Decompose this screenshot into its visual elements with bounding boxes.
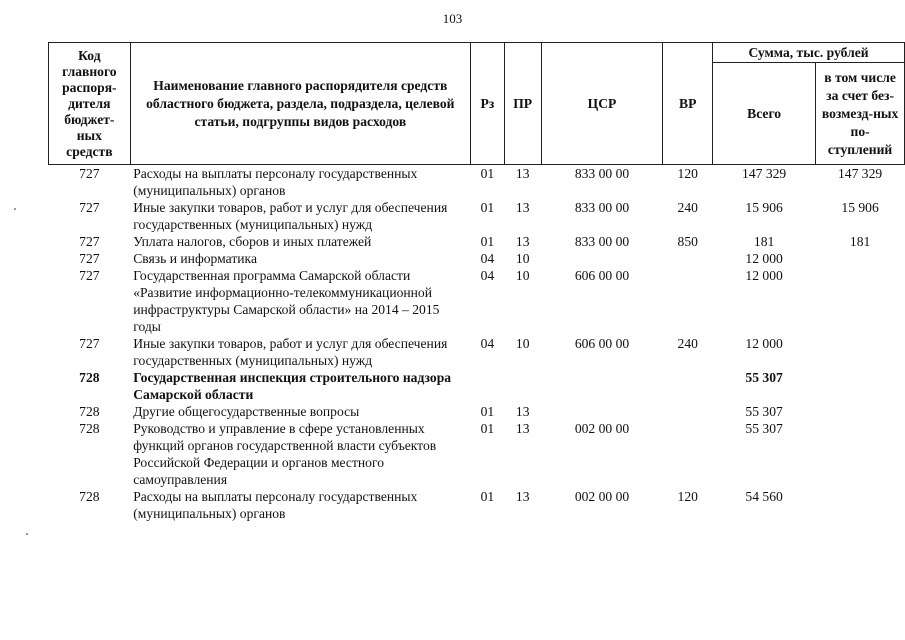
cell-gratuitous [816,369,905,403]
header-csr: ЦСР [541,43,663,165]
cell-vr [663,369,713,403]
cell-csr: 833 00 00 [574,234,630,249]
cell-rz: 01 [480,200,495,215]
cell-total: 181 [753,234,775,249]
table-row [49,335,905,369]
cell-csr: 833 00 00 [574,200,630,215]
cell-name: Уплата налогов, сборов и иных платежей [133,234,372,249]
cell-csr [541,369,663,403]
table-row [49,369,905,403]
cell-vr: 850 [677,234,698,249]
cell-total: 55 307 [745,370,783,385]
cell-code: 727 [79,268,100,283]
budget-table [48,42,905,522]
cell-csr: 002 00 00 [574,421,630,436]
table-row [49,420,905,488]
header-sum: Сумма, тыс. рублей [713,43,905,63]
cell-csr [541,250,663,267]
table-row [49,488,905,522]
table-row [49,199,905,233]
header-pr: ПР [504,43,541,165]
cell-code: 727 [79,200,100,215]
cell-code: 728 [79,370,100,385]
cell-name: Руководство и управление в сфере установленных функций органов государственной власти субъектов Российской Федерации и органов местного самоуправления [133,421,437,487]
table-row [49,267,905,335]
cell-name: Другие общегосударственные вопросы [133,404,360,419]
cell-rz: 04 [480,251,495,266]
cell-total: 12 000 [745,251,783,266]
table-row [49,233,905,250]
cell-vr: 240 [677,200,698,215]
cell-gratuitous [816,403,905,420]
page-number: 103 [442,11,463,26]
cell-total: 54 560 [745,489,783,504]
cell-name: Иные закупки товаров, работ и услуг для обеспечения государственных (муниципальных) нужд [133,200,448,232]
cell-name: Государственная инспекция строительного надзора Самарской области [133,370,452,402]
scan-speck [14,208,16,210]
scan-speck [26,533,28,535]
cell-vr [663,250,713,267]
cell-code: 727 [79,166,100,181]
cell-rz [470,369,504,403]
cell-name: Связь и информатика [133,251,257,266]
cell-csr: 606 00 00 [574,336,630,351]
header-vr: ВР [663,43,713,165]
cell-pr: 13 [515,489,530,504]
cell-gratuitous [816,420,905,488]
cell-code: 727 [79,234,100,249]
cell-pr: 10 [515,268,530,283]
cell-gratuitous [816,335,905,369]
table-row [49,165,905,200]
cell-total: 12 000 [745,336,783,351]
cell-pr: 13 [515,166,530,181]
cell-pr: 13 [515,421,530,436]
table-header [49,43,905,165]
cell-pr: 10 [515,336,530,351]
cell-vr: 120 [677,166,698,181]
header-name: Наименование главного распорядителя средств областного бюджета, раздела, подраздела, целевой статьи, подгруппы видов расходов [130,43,470,165]
header-total: Всего [713,63,816,165]
table-row [49,403,905,420]
cell-vr [663,267,713,335]
cell-total: 12 000 [745,268,783,283]
cell-vr [663,403,713,420]
cell-name: Государственная программа Самарской области «Развитие информационно-телекоммуникационной инфраструктуры Самарской области» на 2014 – 2015 годы [133,268,440,334]
cell-gratuitous [816,250,905,267]
cell-rz: 01 [480,421,495,436]
header-code: Код главного распоря-дителя бюджет-ных средств [49,43,131,165]
cell-csr: 606 00 00 [574,268,630,283]
cell-rz: 01 [480,234,495,249]
cell-gratuitous: 181 [849,234,871,249]
cell-gratuitous: 15 906 [841,200,879,215]
cell-gratuitous: 147 329 [838,166,883,181]
cell-name: Иные закупки товаров, работ и услуг для обеспечения государственных (муниципальных) нужд [133,336,448,368]
cell-name: Расходы на выплаты персоналу государственных (муниципальных) органов [133,166,418,198]
cell-vr: 240 [677,336,698,351]
cell-total: 147 329 [742,166,787,181]
cell-total: 55 307 [745,404,783,419]
cell-vr: 120 [677,489,698,504]
cell-vr [663,420,713,488]
cell-rz: 01 [480,404,495,419]
cell-csr [541,403,663,420]
cell-pr: 13 [515,200,530,215]
cell-code: 728 [79,489,100,504]
cell-rz: 01 [480,489,495,504]
cell-rz: 04 [480,268,495,283]
table-body [49,165,905,523]
cell-gratuitous [816,267,905,335]
cell-code: 728 [79,421,100,436]
cell-rz: 04 [480,336,495,351]
cell-rz: 01 [480,166,495,181]
header-rz: Рз [470,43,504,165]
cell-pr [504,369,541,403]
cell-pr: 10 [515,251,530,266]
cell-total: 15 906 [745,200,783,215]
cell-csr: 002 00 00 [574,489,630,504]
table-row [49,250,905,267]
cell-name: Расходы на выплаты персоналу государственных (муниципальных) органов [133,489,418,521]
header-gratuitous: в том числе за счет без-возмезд-ных по-ступлений [816,63,905,165]
cell-gratuitous [816,488,905,522]
cell-csr: 833 00 00 [574,166,630,181]
cell-pr: 13 [515,404,530,419]
cell-code: 727 [79,251,100,266]
cell-code: 727 [79,336,100,351]
cell-total: 55 307 [745,421,783,436]
cell-code: 728 [79,404,100,419]
cell-pr: 13 [515,234,530,249]
